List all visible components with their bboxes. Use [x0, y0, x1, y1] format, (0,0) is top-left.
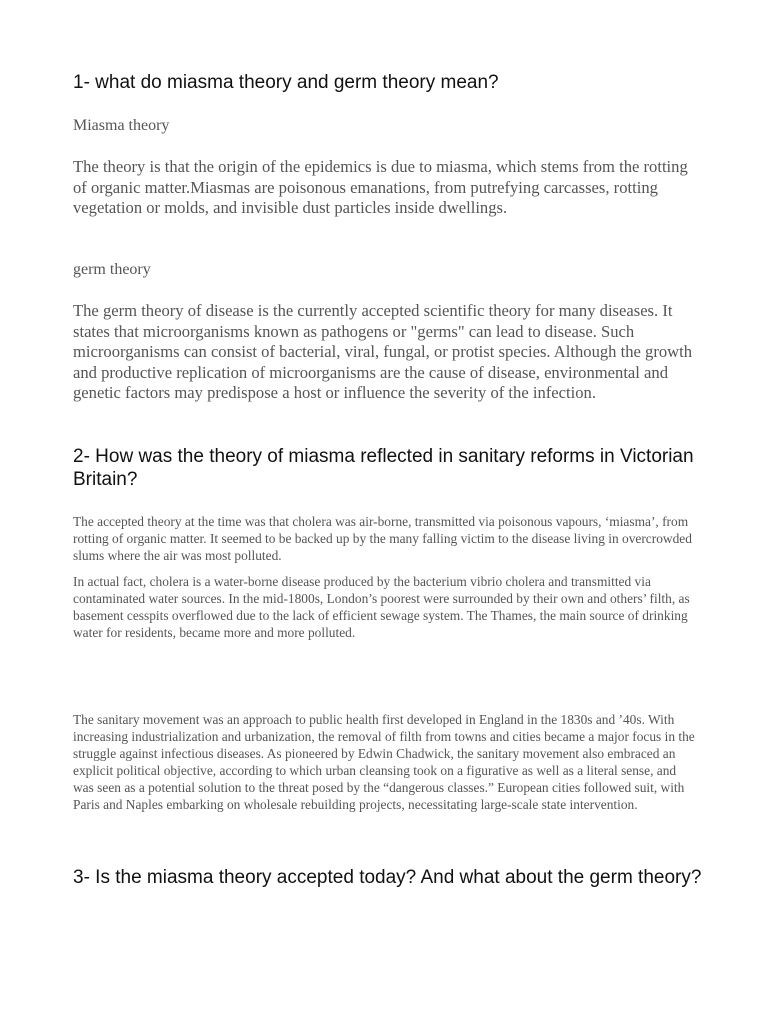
miasma-theory-subheading: Miasma theory [73, 117, 170, 134]
sanitary-movement-paragraph: The sanitary movement was an approach to public health first developed in England in the 1830s and ’40s. With increasing industrialization and urbanization, the removal of filth from towns and cities became a major focus in the struggle against infectious diseases. As pioneered by Edwin Chadwick, the sanitary movement also embraced an explicit political objective, according to which urban cleansing took on a figurative as well as a literal sense, and was seen as a potential solution to the threat posed by the “dangerous classes.” European cities followed suit, with Paris and Naples embarking on wholesale rebuilding projects, necessitating large-scale state intervention. [73, 712, 695, 813]
question-1-heading: 1- what do miasma theory and germ theory mean? [73, 72, 499, 93]
germ-theory-subheading: germ theory [73, 261, 151, 278]
cholera-airborne-paragraph: The accepted theory at the time was that cholera was air-borne, transmitted via poisonous vapours, ‘miasma’, from rotting of organic matter. It seemed to be backed up by the many falling victim to the disease living in overcrowded slums where the air was most polluted. [73, 514, 692, 564]
question-3-heading: 3- Is the miasma theory accepted today? And what about the germ theory? [73, 867, 702, 888]
cholera-waterborne-paragraph: In actual fact, cholera is a water-borne disease produced by the bacterium vibrio cholera and transmitted via contaminated water sources. In the mid-1800s, London’s poorest were surrounded by their own and others’ filth, as basement cesspits overflowed due to the lack of efficient sewage system. The Thames, the main source of drinking water for residents, became more and more polluted. [73, 574, 690, 641]
germ-theory-paragraph: The germ theory of disease is the currently accepted scientific theory for many diseases. It states that microorganisms known as pathogens or "germs" can lead to disease. Such microorganisms can consist of bacterial, viral, fungal, or protist species. Although the growth and productive replication of microorganisms are the cause of disease, environmental and genetic factors may predispose a host or influence the severity of the infection. [73, 301, 693, 403]
miasma-theory-paragraph: The theory is that the origin of the epidemics is due to miasma, which stems from the rotting of organic matter.Miasmas are poisonous emanations, from putrefying carcasses, rotting vegetation or molds, and invisible dust particles inside dwellings. [73, 157, 688, 218]
question-2-heading: 2- How was the theory of miasma reflected in sanitary reforms in Victorian Britain? [73, 446, 694, 490]
